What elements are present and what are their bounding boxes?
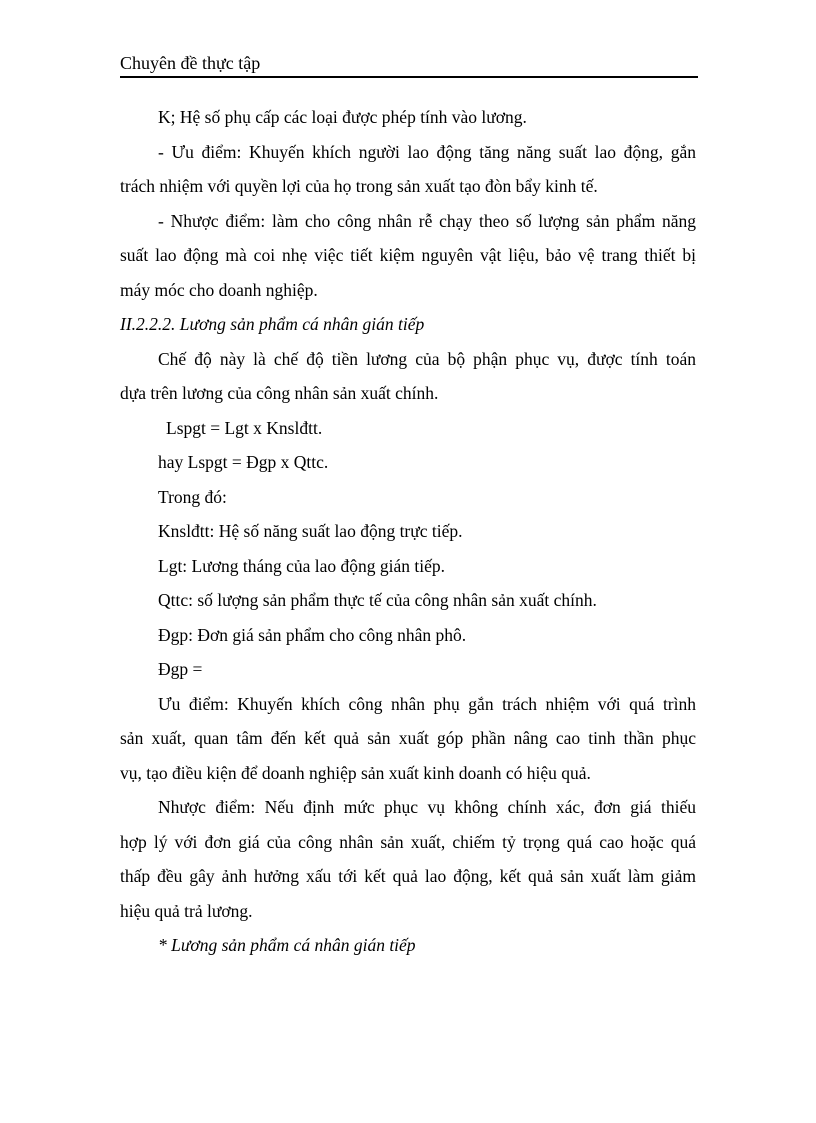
document-body — [120, 100, 696, 963]
definition-line: Lgt: Lương tháng của lao động gián tiếp. — [158, 555, 446, 576]
text-line: Trong đó: — [158, 486, 227, 507]
text-line: hợp lý với đơn giá của công nhân sản xuất, chiếm tỷ trọng quá cao hoặc quá — [120, 831, 696, 852]
section-heading: II.2.2.2. Lương sản phẩm cá nhân gián tiếp — [120, 314, 425, 334]
text-line: thấp đều gây ảnh hưởng xấu tới kết quả lao động, kết quả sản xuất làm giảm — [120, 866, 696, 886]
text-line: trách nhiệm với quyền lợi của họ trong sản xuất tạo đòn bẩy kinh tế. — [120, 176, 598, 196]
definition-line: Đgp: Đơn giá sản phẩm cho công nhân phô. — [158, 624, 467, 645]
text-line: vụ, tạo điều kiện để doanh nghiệp sản xuất kinh doanh có hiệu quả. — [120, 762, 591, 783]
definition-line: Qttc: số lượng sản phẩm thực tế của công nhân sản xuất chính. — [158, 590, 597, 610]
text-line: Chế độ này là chế độ tiền lương của bộ phận phục vụ, được tính toán — [158, 348, 696, 369]
text-line: Nhược điểm: Nếu định mức phục vụ không chính xác, đơn giá thiếu — [158, 797, 696, 817]
text-line: sản xuất, quan tâm đến kết quả sản xuất góp phần nâng cao tinh thần phục — [120, 728, 696, 748]
page-header-title: Chuyên đề thực tập — [120, 53, 261, 73]
text-line: máy móc cho doanh nghiệp. — [120, 279, 318, 300]
text-line: - Nhược điểm: làm cho công nhân rễ chạy theo số lượng sản phẩm năng — [158, 210, 696, 231]
formula-line: hay Lspgt = Đgp x Qttc. — [158, 452, 329, 472]
text-line: - Ưu điểm: Khuyến khích người lao động tăng năng suất lao động, gắn — [158, 141, 696, 162]
header-divider — [120, 76, 698, 78]
text-line: dựa trên lương của công nhân sản xuất chính. — [120, 383, 439, 403]
text-line: hiệu quả trả lương. — [120, 900, 253, 921]
text-line: suất lao động mà coi nhẹ việc tiết kiệm nguyên vật liệu, bảo vệ trang thiết bị — [120, 245, 696, 265]
formula-line: Lspgt = Lgt x Knslđtt. — [166, 417, 323, 438]
definition-line: Knslđtt: Hệ số năng suất lao động trực tiếp. — [158, 521, 463, 541]
formula-line: Đgp = — [158, 659, 203, 679]
text-line: K; Hệ số phụ cấp các loại được phép tính vào lương. — [158, 107, 527, 127]
subsection-heading: * Lương sản phẩm cá nhân gián tiếp — [158, 935, 416, 955]
text-line: Ưu điểm: Khuyến khích công nhân phụ gắn trách nhiệm với quá trình — [158, 693, 696, 714]
